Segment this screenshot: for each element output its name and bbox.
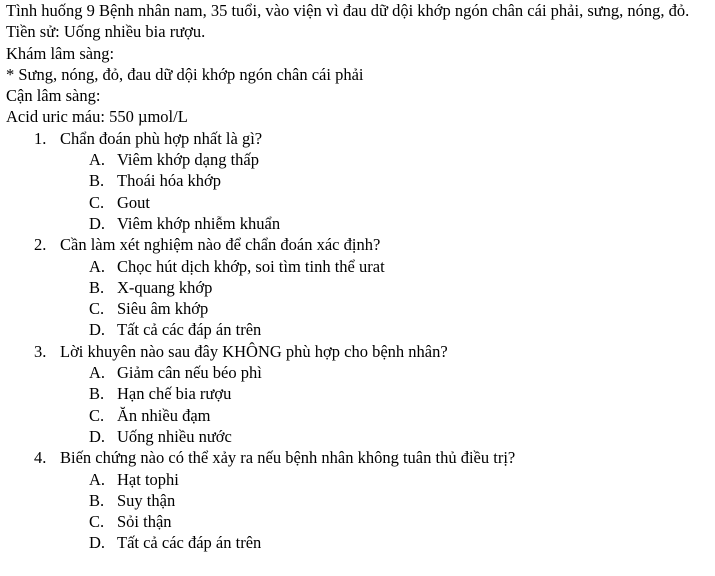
exam-finding: * Sưng, nóng, đỏ, đau dữ dội khớp ngón chân cái phải bbox=[6, 64, 364, 84]
option-4d bbox=[6, 532, 705, 553]
option-1c bbox=[6, 192, 705, 213]
exam-heading: Khám lâm sàng: bbox=[6, 43, 115, 63]
option-letter: D. bbox=[89, 320, 106, 340]
question-number: 4. bbox=[34, 448, 47, 468]
option-text: Uống nhiều nước bbox=[117, 426, 232, 446]
case-title: Tình huống 9 Bệnh nhân nam, 35 tuổi, vào viện vì đau dữ dội khớp ngón chân cái phải, sưng, nóng, đỏ. bbox=[6, 1, 690, 20]
question-4 bbox=[6, 447, 705, 468]
option-text: Tất cả các đáp án trên bbox=[117, 533, 262, 553]
option-3b bbox=[6, 383, 705, 404]
question-text: Chẩn đoán phù hợp nhất là gì? bbox=[60, 128, 263, 148]
option-text: Thoái hóa khớp bbox=[117, 171, 222, 191]
option-letter: B. bbox=[89, 490, 105, 510]
option-4a bbox=[6, 469, 705, 490]
option-1a bbox=[6, 149, 705, 170]
option-2b bbox=[6, 277, 705, 298]
option-text: Viêm khớp nhiễm khuẩn bbox=[117, 213, 281, 233]
option-letter: A. bbox=[89, 363, 106, 383]
option-letter: D. bbox=[89, 213, 106, 233]
option-text: Hạn chế bia rượu bbox=[117, 384, 232, 404]
option-text: Sỏi thận bbox=[117, 512, 172, 532]
option-letter: B. bbox=[89, 384, 105, 404]
option-1b bbox=[6, 170, 705, 191]
option-3d bbox=[6, 426, 705, 447]
question-1 bbox=[6, 128, 705, 149]
option-text: Siêu âm khớp bbox=[117, 299, 209, 319]
option-letter: B. bbox=[89, 171, 105, 191]
option-2a bbox=[6, 256, 705, 277]
option-text: Gout bbox=[117, 192, 150, 212]
option-text: Hạt tophi bbox=[117, 469, 179, 489]
option-4c bbox=[6, 511, 705, 532]
case-history: Tiền sử: Uống nhiều bia rượu. bbox=[6, 22, 206, 42]
question-number: 3. bbox=[34, 341, 47, 361]
option-text: Suy thận bbox=[117, 490, 176, 510]
option-1d bbox=[6, 213, 705, 234]
question-text: Biến chứng nào có thể xảy ra nếu bệnh nhân không tuân thủ điều trị? bbox=[60, 448, 516, 468]
option-letter: A. bbox=[89, 150, 106, 170]
option-letter: A. bbox=[89, 256, 106, 276]
option-letter: C. bbox=[89, 192, 105, 212]
option-letter: B. bbox=[89, 277, 105, 297]
option-letter: C. bbox=[89, 405, 105, 425]
option-2d bbox=[6, 319, 705, 340]
option-text: Tất cả các đáp án trên bbox=[117, 320, 262, 340]
option-text: X-quang khớp bbox=[117, 277, 213, 297]
option-3c bbox=[6, 405, 705, 426]
option-text: Viêm khớp dạng thấp bbox=[117, 150, 259, 170]
question-3 bbox=[6, 341, 705, 362]
option-letter: D. bbox=[89, 533, 106, 553]
option-text: Chọc hút dịch khớp, soi tìm tinh thể urat bbox=[117, 256, 385, 276]
question-text: Cần làm xét nghiệm nào để chẩn đoán xác định? bbox=[60, 235, 381, 255]
question-2 bbox=[6, 234, 705, 255]
lab-result: Acid uric máu: 550 µmol/L bbox=[6, 107, 188, 127]
option-letter: A. bbox=[89, 469, 106, 489]
question-number: 2. bbox=[34, 235, 47, 255]
question-text: Lời khuyên nào sau đây KHÔNG phù hợp cho bệnh nhân? bbox=[60, 341, 448, 361]
option-text: Ăn nhiều đạm bbox=[117, 405, 211, 425]
option-letter: C. bbox=[89, 512, 105, 532]
option-letter: D. bbox=[89, 426, 106, 446]
option-3a bbox=[6, 362, 705, 383]
option-2c bbox=[6, 298, 705, 319]
option-letter: C. bbox=[89, 299, 105, 319]
lab-heading: Cận lâm sàng: bbox=[6, 86, 101, 106]
option-4b bbox=[6, 490, 705, 511]
option-text: Giảm cân nếu béo phì bbox=[117, 363, 262, 383]
question-number: 1. bbox=[34, 128, 47, 148]
